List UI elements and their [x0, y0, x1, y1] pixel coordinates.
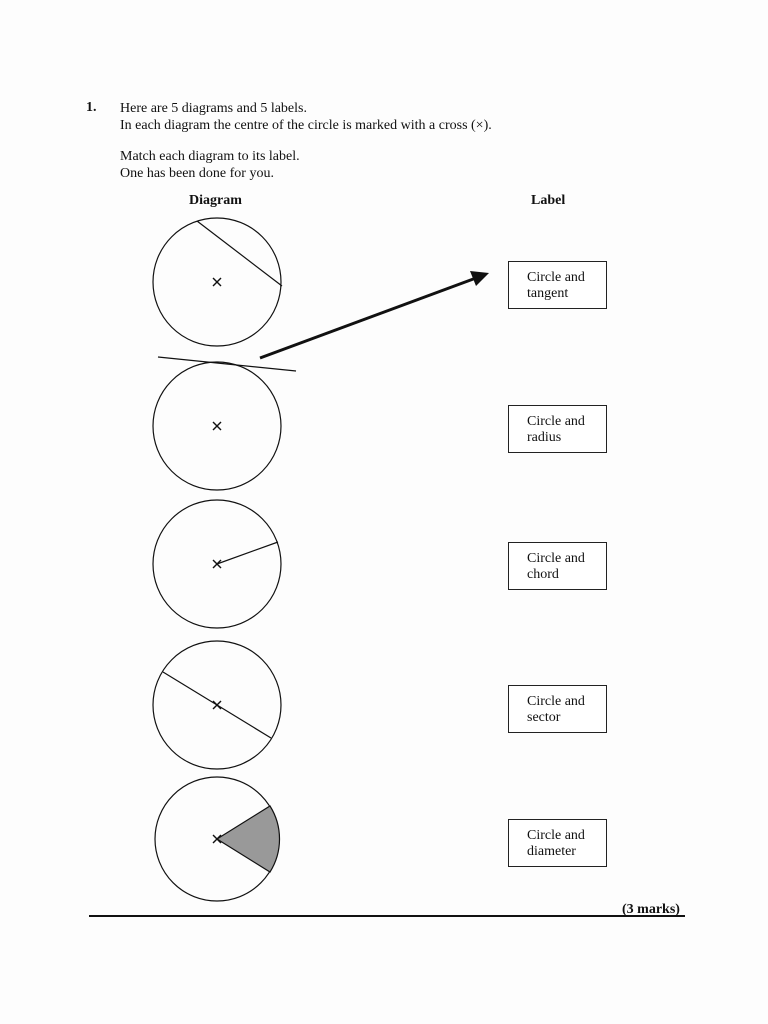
centre-cross-icon: [213, 422, 221, 430]
label-line: Circle and: [527, 551, 585, 566]
example-match-arrow: [260, 271, 489, 358]
label-column-header: Label: [531, 193, 566, 208]
diagram-column-header: Diagram: [189, 193, 242, 208]
marks-label: (3 marks): [622, 902, 680, 917]
diagram-diameter[interactable]: [153, 641, 281, 769]
diagram-radius[interactable]: [153, 500, 281, 628]
chord-line: [197, 221, 282, 286]
label-line: Circle and: [527, 694, 585, 709]
centre-cross-icon: [213, 701, 221, 709]
centre-cross-icon: [213, 278, 221, 286]
label-line: chord: [527, 567, 559, 582]
instruction-line: One has been done for you.: [120, 166, 274, 181]
answer-rule: [89, 915, 685, 917]
label-line: diameter: [527, 844, 576, 859]
label-box-chord[interactable]: [508, 542, 607, 590]
label-line: sector: [527, 710, 561, 725]
diagram-tangent[interactable]: [153, 357, 296, 490]
label-line: Circle and: [527, 270, 585, 285]
diagram-sector[interactable]: [155, 777, 280, 901]
instruction-line: Here are 5 diagrams and 5 labels.: [120, 101, 307, 116]
diagram-chord[interactable]: [153, 218, 282, 346]
centre-cross-icon: [213, 560, 221, 568]
question-number: 1.: [86, 100, 97, 115]
tangent-line: [158, 357, 296, 371]
label-line: tangent: [527, 286, 569, 301]
label-box-radius[interactable]: [508, 405, 607, 453]
label-line: radius: [527, 430, 562, 445]
instruction-line: In each diagram the centre of the circle is marked with a cross (×).: [120, 118, 492, 133]
instruction-line: Match each diagram to its label.: [120, 149, 300, 164]
radius-line: [217, 542, 278, 564]
label-line: Circle and: [527, 828, 585, 843]
label-box-diameter[interactable]: [508, 819, 607, 867]
label-box-sector[interactable]: [508, 685, 607, 733]
label-line: Circle and: [527, 414, 585, 429]
sector-shape: [217, 806, 280, 872]
label-box-tangent[interactable]: [508, 261, 607, 309]
